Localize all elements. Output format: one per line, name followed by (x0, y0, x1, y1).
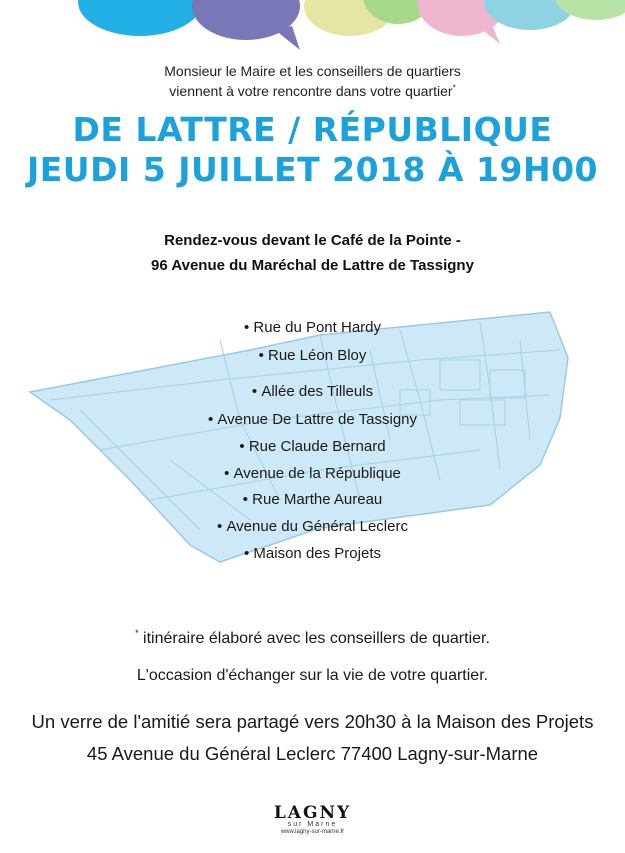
note-asterisk: * (135, 628, 139, 638)
itinerary-note-text: itinéraire élaboré avec les conseillers de quartier. (138, 630, 490, 647)
city-logo (0, 803, 625, 835)
logo-name: LAGNY (273, 803, 352, 823)
intro-line-2 (0, 83, 625, 99)
logo-subtitle: sur Marne (287, 821, 338, 828)
itinerary-stop: • Avenue De Lattre de Tassigny (0, 411, 625, 428)
itinerary-stop: • Rue Léon Bloy (0, 347, 625, 364)
intro-line-1: Monsieur le Maire et les conseillers de quartiers (164, 63, 461, 79)
exchange-note: L'occasion d'échanger sur la vie de votre quartier. (136, 667, 489, 684)
purple-bubble-tail (275, 26, 300, 50)
page-title-neighborhood: DE LATTRE / RÉPUBLIQUE (72, 110, 553, 149)
blue-bubble (78, 0, 202, 36)
itinerary-note (0, 628, 625, 648)
itinerary-stop: • Rue du Pont Hardy (0, 319, 625, 336)
itinerary-stop: • Rue Marthe Aureau (0, 491, 625, 508)
itinerary-stop: • Allée des Tilleuls (0, 383, 625, 400)
speech-bubbles-decoration (0, 0, 625, 60)
drink-address: 45 Avenue du Général Leclerc 77400 Lagny-sur-Marne (86, 743, 539, 764)
pink-bubble-tail (480, 24, 500, 44)
itinerary-stop: • Avenue du Général Leclerc (0, 518, 625, 535)
drink-invitation: Un verre de l'amitié sera partagé vers 20h30 à la Maison des Projets (31, 711, 594, 732)
meeting-place-line-2: 96 Avenue du Maréchal de Lattre de Tassigny (151, 257, 474, 274)
intro-asterisk: * (452, 83, 456, 93)
itinerary-stop: • Maison des Projets (0, 545, 625, 562)
page-title-date: JEUDI 5 JUILLET 2018 À 19H00 (26, 150, 598, 189)
intro-text: viennent à votre rencontre dans votre quartier (169, 83, 453, 99)
itinerary-stop: • Avenue de la République (0, 465, 625, 482)
meeting-place-line-1: Rendez-vous devant le Café de la Pointe - (164, 232, 461, 249)
itinerary-stop: • Rue Claude Bernard (0, 438, 625, 455)
logo-url: www.lagny-sur-marne.fr (280, 829, 345, 835)
